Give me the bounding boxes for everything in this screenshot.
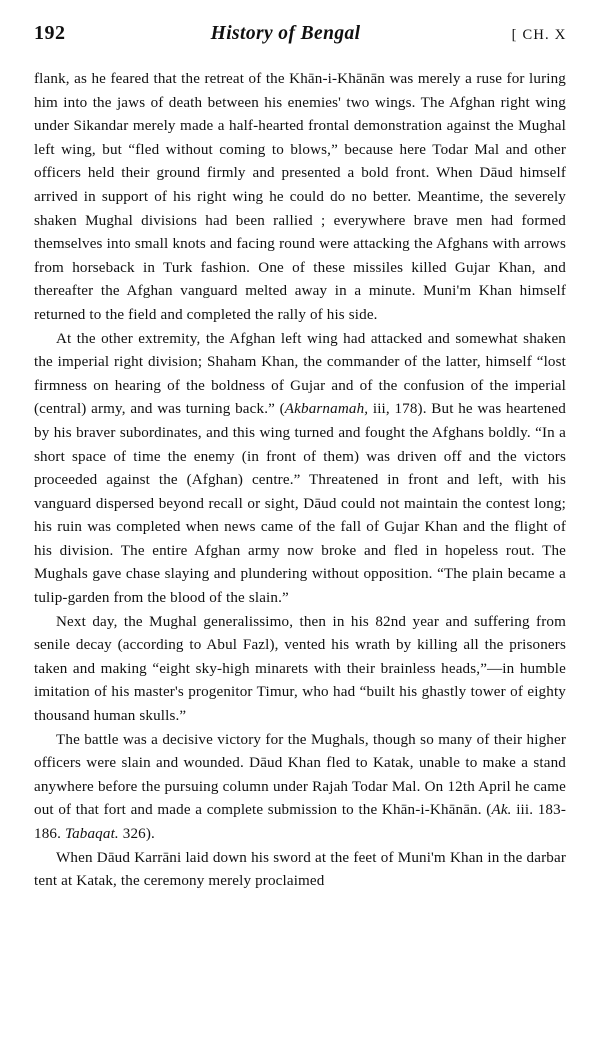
paragraph-2-text-b: iii, 178). But he was heartened by his braver subordinates, and this wing turned and fought the Afghans boldly. “In a short space of time the enemy (in front of them) was driven off and the victors proceeded against the (Afghan) centre.” Threatened in front and left, with his vanguard dispersed beyond recall or sight, Dāud could not maintain the contest long; his ruin was completed when news came of the fall of Gujar Khan and the flight of his division. The entire Afghan army now broke and fled in hopeless rout. The Mughals gave chase slaying and plundering without opposition. “The plain became a tulip-garden from the blood of the slain.” (34, 401, 566, 607)
paragraph-4 (34, 729, 566, 847)
paragraph-1: flank, as he feared that the retreat of the Khān-i-Khānān was merely a ruse for luring him into the jaws of death between his enemies' two wings. The Afghan right wing under Sikandar merely made a half-hearted frontal demonstration against the Mughal left wing, but “fled without coming to blows,” because here Todar Mal and other officers held their ground firmly and presented a bold front. When Dāud himself arrived in support of his right wing he could do no better. Meantime, the severely shaken Mughal divisions had been rallied ; everywhere brave men had formed themselves into small knots and facing round were attacking the Afghans with arrows from horseback in Turk fashion. One of these missiles killed Gujar Khan, and thereafter the Afghan vanguard melted away in a minute. Muni'm Khan himself returned to the field and completed the rally of his side. (34, 71, 566, 323)
chapter-bracket: [ (511, 27, 518, 43)
running-title: History of Bengal (210, 23, 361, 44)
chapter-number: X (554, 27, 566, 43)
page-number: 192 (34, 22, 66, 44)
paragraph-2-text-a: At the other extremity, the Afghan left wing had attacked and somewhat shaken the imperial right division; Shaham Khan, the commander of the latter, himself “lost firmness on hearing of the boldness of Gujar and of the confusion of the imperial (central) army, and was turning back.” ( (34, 330, 566, 418)
citation-akbarnamah: Akbarnamah, (284, 401, 369, 418)
paragraph-3: Next day, the Mughal generalissimo, then in his 82nd year and suffering from senile decay (according to Abul Fazl), vented his wrath by killing all the prisoners taken and making “eight sky-high minarets with their brainless heads,”—in humble imitation of his master's progenitor Timur, who had “built his ghastly tower of eighty thousand human skulls.” (34, 613, 566, 725)
citation-tabaqat: Tabaqat. (64, 826, 119, 842)
paragraph-2 (34, 328, 566, 611)
paragraph-4-text-b: 326). (118, 826, 155, 842)
citation-ak: Ak. (491, 802, 512, 819)
paragraph-4-text-a: The battle was a decisive victory for the Mughals, though so many of their higher officers were slain and wounded. Dāud Khan fled to Katak, unable to make a stand anywhere before the pursuing column under Rajah Todar Mal. On 12th April he came out of that fort and made a complete submission to the Khān-i-Khānān. ( (34, 731, 566, 819)
chapter-marker (512, 27, 566, 44)
citation-pages: iii. 183-186. (34, 802, 566, 842)
page-body (34, 68, 566, 894)
page-header (34, 22, 566, 56)
chapter-label: CH. (522, 27, 550, 43)
paragraph-5: When Dāud Karrāni laid down his sword at the feet of Muni'm Khan in the darbar tent at Katak, the ceremony merely proclaimed (34, 849, 566, 890)
